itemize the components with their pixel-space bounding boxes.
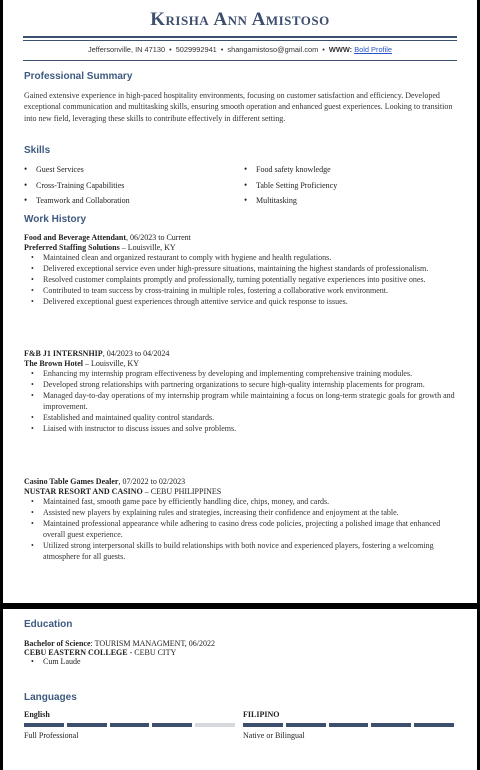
proficiency-bar	[243, 723, 454, 727]
job-bullet: • Resolved customer complaints promptly and professionally, turning potentially negative experiences into positive ones.	[43, 275, 456, 286]
contact-divider	[23, 60, 457, 61]
header-divider	[23, 36, 457, 38]
skill-item: • Teamwork and Collaboration	[24, 195, 130, 205]
skill-item: • Guest Services	[24, 164, 84, 174]
job-company: Preferred Staffing Solutions	[24, 243, 120, 252]
header-divider-thin	[23, 40, 457, 41]
candidate-name: Krisha Ann Amistoso	[150, 9, 330, 30]
job-bullet: • Contributed to team success by cross-training in multiple roles, fostering a collaborative work environment.	[43, 286, 456, 297]
language-name: English	[24, 710, 50, 719]
job-company: The Brown Hotel	[24, 359, 83, 368]
job-title: Food and Beverage Attendant	[24, 233, 126, 242]
profile-link[interactable]: Bold Profile	[354, 45, 392, 54]
proficiency-segment	[24, 723, 64, 727]
honors: • Cum Laude	[43, 657, 215, 666]
job-bullet: • Maintained professional appearance while adhering to casino dress code policies, projecting a polished image that enhanced overall guest experience.	[43, 519, 456, 541]
job-bullet: • Delivered exceptional guest experiences through attentive service and quick response to issues.	[43, 297, 456, 308]
location: Jeffersonville, IN 47130	[87, 45, 166, 54]
proficiency-segment	[195, 723, 235, 727]
job-entry: F&B J1 INTERSNHIP, 04/2023 to 04/2024 The Brown Hotel – Louisville, KY • Enhancing my internship program effectiveness by developing and implementing comprehensive training modules. • Developed strong relationships with partnering organizations to secure high-quality internship placements for program. • Managed day-to-day operations of my internship program while maintaining a focus on long-term strategic goals for growth and improvement. • Established and maintained quality control standards. • Liaised with instructor to discuss issues and solve problems.	[24, 349, 456, 434]
proficiency-segment	[286, 723, 326, 727]
language-entry	[243, 710, 454, 740]
education-heading: Education	[24, 619, 73, 630]
languages-heading: Languages	[24, 692, 77, 703]
skill-item: • Cross-Training Capabilities	[24, 179, 125, 190]
proficiency-segment	[329, 723, 369, 727]
skill-item: • Multitasking	[244, 195, 297, 205]
resume-page-1	[3, 0, 477, 603]
proficiency-segment	[152, 723, 192, 727]
job-bullet: • Managed day-to-day operations of my internship program while maintaining a focus on long-term strategic goals for growth and improvement.	[43, 391, 456, 413]
proficiency-bar	[24, 723, 235, 727]
job-company: NUSTAR RESORT AND CASINO	[24, 487, 143, 496]
phone: 5029992941	[175, 45, 217, 54]
www-label: WWW:	[328, 45, 353, 54]
language-name: FILIPINO	[243, 710, 280, 719]
job-bullet: • Developed strong relationships with partnering organizations to secure high-quality internship placements for program.	[43, 380, 456, 391]
skill-item: • Food safety knowledge	[244, 164, 331, 174]
job-bullet: • Enhancing my internship program effectiveness by developing and implementing comprehensive training modules.	[43, 369, 456, 380]
language-level: Full Professional	[24, 731, 79, 740]
skills-heading: Skills	[24, 145, 51, 156]
proficiency-segment	[67, 723, 107, 727]
skill-item: • Table Setting Proficiency	[244, 179, 338, 190]
school: CEBU EASTERN COLLEGE	[24, 648, 128, 657]
job-bullet: • Assisted new players by explaining rules and strategies, increasing their confidence and enjoyment at the table.	[43, 508, 456, 519]
education-entry: Bachelor of Science: TOURISM MANAGMENT, 06/2022 CEBU EASTERN COLLEGE - CEBU CITY • Cum Laude	[24, 639, 215, 666]
language-entry	[24, 710, 235, 740]
job-bullet: • Utilized strong interpersonal skills to build relationships with both novice and experienced players, fostering a welcoming atmosphere for all guests.	[43, 541, 456, 563]
job-title: F&B J1 INTERSNHIP	[24, 349, 103, 358]
job-title: Casino Table Games Dealer	[24, 477, 119, 486]
degree: Bachelor of Science	[24, 639, 91, 648]
proficiency-segment	[243, 723, 283, 727]
proficiency-segment	[371, 723, 411, 727]
job-entry: Casino Table Games Dealer, 07/2022 to 02/2023 NUSTAR RESORT AND CASINO – CEBU PHILIPPINES • Maintained fast, smooth game pace by efficiently handling dice, chips, money, and cards. • Assisted new players by explaining rules and strategies, increasing their confidence and enjoyment at the table. • Maintained professional appearance while adhering to casino dress code policies, projecting a polished image that enhanced overall guest experience. • Utilized strong interpersonal skills to build relationships with both novice and experienced players, fostering a welcoming atmosphere for all guests.	[24, 477, 456, 562]
language-level: Native or Bilingual	[243, 731, 305, 740]
proficiency-segment	[414, 723, 454, 727]
proficiency-segment	[110, 723, 150, 727]
job-bullet: • Maintained fast, smooth game pace by efficiently handling dice, chips, money, and cards.	[43, 497, 456, 508]
summary-heading: Professional Summary	[24, 71, 133, 82]
job-bullet: • Established and maintained quality control standards.	[43, 413, 456, 424]
job-bullet: • Delivered exceptional service even under high-pressure situations, maintaining the highest standards of professionalism.	[43, 264, 456, 275]
contact-line: Jeffersonville, IN 47130 • 5029992941 • shangamistoso@gmail.com • WWW: Bold Profile	[87, 45, 392, 54]
summary-text: Gained extensive experience in high-paced hospitality environments, focusing on customer satisfaction and efficiency. Developed exceptional communication and multitasking skills, ensuring smooth operation and enhanced guest experiences. Looking to transition into new field, leveraging these skills to contribute effectively in different setting.	[24, 91, 453, 123]
job-bullet: • Liaised with instructor to discuss issues and solve problems.	[43, 424, 456, 435]
resume-page-2	[3, 609, 477, 770]
email: shangamistoso@gmail.com	[227, 45, 319, 54]
job-bullet: • Maintained clean and organized restaurant to comply with hygiene and health regulations.	[43, 253, 456, 264]
work-history-heading: Work History	[24, 214, 87, 225]
job-entry: Food and Beverage Attendant, 06/2023 to Current Preferred Staffing Solutions – Louisville, KY • Maintained clean and organized restaurant to comply with hygiene and health regulations. • Delivered exceptional service even under high-pressure situations, maintaining the highest standards of professionalism. • Resolved customer complaints promptly and professionally, turning potentially negative experiences into positive ones. • Contributed to team success by cross-training in multiple roles, fostering a collaborative work environment. • Delivered exceptional guest experiences through attentive service and quick response to issues.	[24, 233, 456, 308]
